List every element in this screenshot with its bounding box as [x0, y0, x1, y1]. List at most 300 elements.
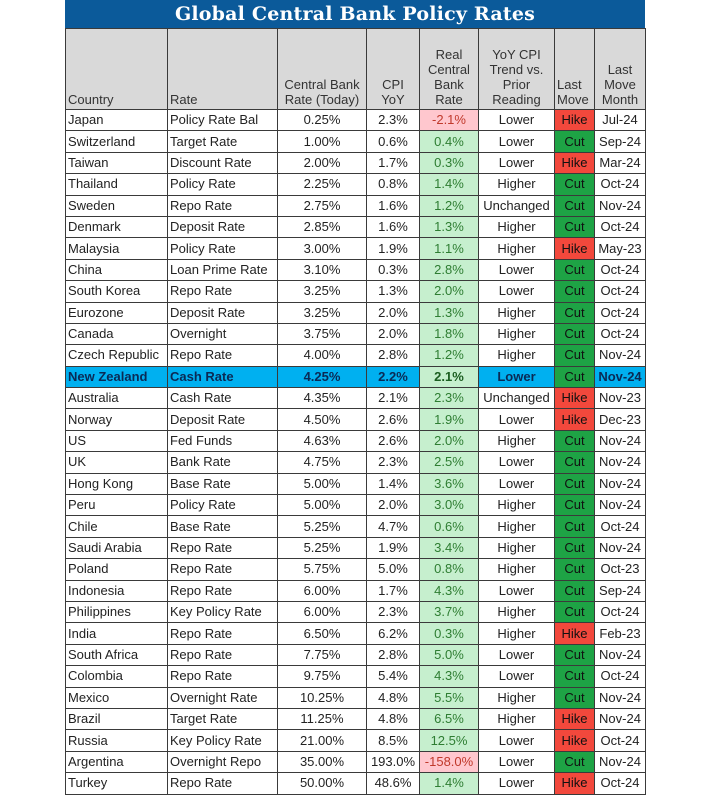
cell-real-rate[interactable]: -158.0%	[420, 751, 479, 772]
cell-last-move[interactable]: Cut	[555, 259, 595, 280]
cell-rate-name[interactable]: Repo Rate	[168, 345, 278, 366]
cell-last-move[interactable]: Cut	[555, 195, 595, 216]
cell-cpi-trend[interactable]: Higher	[479, 687, 555, 708]
cell-real-rate[interactable]: 4.3%	[420, 666, 479, 687]
cell-cpi-trend[interactable]: Unchanged	[479, 388, 555, 409]
header-real-rate[interactable]	[420, 29, 479, 110]
cell-cpi-trend[interactable]: Higher	[479, 537, 555, 558]
cell-cpi-trend[interactable]: Higher	[479, 302, 555, 323]
cell-country[interactable]: Malaysia	[66, 238, 168, 259]
cell-cpi-yoy[interactable]: 2.6%	[367, 409, 420, 430]
cell-country[interactable]: India	[66, 623, 168, 644]
cell-last-move-month[interactable]: Oct-24	[595, 773, 646, 794]
cell-cpi-trend[interactable]: Lower	[479, 751, 555, 772]
cell-real-rate[interactable]: -2.1%	[420, 110, 479, 131]
cell-country[interactable]: Russia	[66, 730, 168, 751]
cell-last-move[interactable]: Cut	[555, 302, 595, 323]
cell-country[interactable]: China	[66, 259, 168, 280]
cell-last-move-month[interactable]: Nov-24	[595, 452, 646, 473]
cell-country[interactable]: New Zealand	[66, 366, 168, 387]
cell-country[interactable]: Philippines	[66, 601, 168, 622]
cell-last-move[interactable]: Cut	[555, 216, 595, 237]
cell-cpi-trend[interactable]: Lower	[479, 110, 555, 131]
cell-real-rate[interactable]: 3.7%	[420, 601, 479, 622]
cell-last-move[interactable]: Hike	[555, 773, 595, 794]
cell-cb-rate[interactable]: 9.75%	[278, 666, 367, 687]
cell-cb-rate[interactable]: 4.00%	[278, 345, 367, 366]
cell-last-move[interactable]: Hike	[555, 110, 595, 131]
cell-last-move[interactable]: Cut	[555, 323, 595, 344]
cell-last-move-month[interactable]: Nov-24	[595, 687, 646, 708]
cell-last-move-month[interactable]: Nov-24	[595, 495, 646, 516]
cell-country[interactable]: US	[66, 430, 168, 451]
cell-cpi-trend[interactable]: Lower	[479, 666, 555, 687]
cell-cpi-trend[interactable]: Lower	[479, 773, 555, 794]
cell-rate-name[interactable]: Policy Rate	[168, 495, 278, 516]
cell-last-move[interactable]: Cut	[555, 537, 595, 558]
cell-rate-name[interactable]: Discount Rate	[168, 152, 278, 173]
cell-country[interactable]: Australia	[66, 388, 168, 409]
table-row[interactable]	[66, 323, 646, 344]
cell-real-rate[interactable]: 2.1%	[420, 366, 479, 387]
cell-real-rate[interactable]: 1.2%	[420, 195, 479, 216]
cell-rate-name[interactable]: Cash Rate	[168, 388, 278, 409]
cell-cb-rate[interactable]: 1.00%	[278, 131, 367, 152]
cell-country[interactable]: Switzerland	[66, 131, 168, 152]
cell-cpi-yoy[interactable]: 1.7%	[367, 152, 420, 173]
cell-cpi-yoy[interactable]: 4.7%	[367, 516, 420, 537]
cell-last-move[interactable]: Cut	[555, 430, 595, 451]
cell-rate-name[interactable]: Repo Rate	[168, 666, 278, 687]
table-row[interactable]	[66, 730, 646, 751]
cell-cpi-yoy[interactable]: 1.9%	[367, 238, 420, 259]
cell-rate-name[interactable]: Overnight Repo	[168, 751, 278, 772]
table-row[interactable]	[66, 601, 646, 622]
cell-cpi-yoy[interactable]: 2.0%	[367, 302, 420, 323]
cell-rate-name[interactable]: Target Rate	[168, 131, 278, 152]
cell-cb-rate[interactable]: 6.50%	[278, 623, 367, 644]
header-last-move-month[interactable]	[595, 29, 646, 110]
spreadsheet	[65, 0, 645, 795]
cell-real-rate[interactable]: 3.4%	[420, 537, 479, 558]
cell-cb-rate[interactable]: 4.75%	[278, 452, 367, 473]
cell-rate-name[interactable]: Cash Rate	[168, 366, 278, 387]
cell-real-rate[interactable]: 3.6%	[420, 473, 479, 494]
cell-cb-rate[interactable]: 3.25%	[278, 281, 367, 302]
table-row[interactable]	[66, 216, 646, 237]
cell-last-move-month[interactable]: Oct-24	[595, 730, 646, 751]
cell-cpi-trend[interactable]: Higher	[479, 238, 555, 259]
cell-last-move[interactable]: Cut	[555, 751, 595, 772]
cell-cpi-trend[interactable]: Higher	[479, 623, 555, 644]
cell-rate-name[interactable]: Base Rate	[168, 473, 278, 494]
cell-cb-rate[interactable]: 3.25%	[278, 302, 367, 323]
header-country[interactable]: Country	[66, 29, 168, 110]
cell-cb-rate[interactable]: 5.00%	[278, 473, 367, 494]
cell-last-move[interactable]: Hike	[555, 409, 595, 430]
cell-real-rate[interactable]: 0.3%	[420, 623, 479, 644]
cell-cb-rate[interactable]: 3.75%	[278, 323, 367, 344]
cell-cpi-trend[interactable]: Higher	[479, 559, 555, 580]
cell-cpi-yoy[interactable]: 6.2%	[367, 623, 420, 644]
cell-country[interactable]: Sweden	[66, 195, 168, 216]
cell-real-rate[interactable]: 6.5%	[420, 708, 479, 729]
cell-last-move-month[interactable]: Nov-24	[595, 195, 646, 216]
cell-cpi-yoy[interactable]: 0.6%	[367, 131, 420, 152]
header-cpi[interactable]	[367, 29, 420, 110]
cell-country[interactable]: Canada	[66, 323, 168, 344]
cell-real-rate[interactable]: 1.3%	[420, 302, 479, 323]
cell-rate-name[interactable]: Policy Rate Bal	[168, 110, 278, 131]
cell-last-move[interactable]: Cut	[555, 131, 595, 152]
cell-last-move-month[interactable]: Nov-24	[595, 708, 646, 729]
cell-real-rate[interactable]: 1.3%	[420, 216, 479, 237]
cell-last-move[interactable]: Hike	[555, 623, 595, 644]
cell-last-move-month[interactable]: Feb-23	[595, 623, 646, 644]
table-row[interactable]	[66, 388, 646, 409]
cell-country[interactable]: Colombia	[66, 666, 168, 687]
cell-cpi-yoy[interactable]: 2.8%	[367, 644, 420, 665]
cell-last-move[interactable]: Cut	[555, 281, 595, 302]
header-cb-rate[interactable]	[278, 29, 367, 110]
table-row[interactable]	[66, 473, 646, 494]
cell-cb-rate[interactable]: 4.25%	[278, 366, 367, 387]
cell-last-move-month[interactable]: Nov-24	[595, 751, 646, 772]
cell-country[interactable]: South Korea	[66, 281, 168, 302]
table-row[interactable]	[66, 430, 646, 451]
cell-rate-name[interactable]: Repo Rate	[168, 644, 278, 665]
cell-rate-name[interactable]: Overnight	[168, 323, 278, 344]
table-row[interactable]	[66, 623, 646, 644]
cell-cpi-yoy[interactable]: 0.8%	[367, 174, 420, 195]
cell-cb-rate[interactable]: 10.25%	[278, 687, 367, 708]
cell-last-move-month[interactable]: Dec-23	[595, 409, 646, 430]
cell-rate-name[interactable]: Repo Rate	[168, 773, 278, 794]
cell-rate-name[interactable]: Loan Prime Rate	[168, 259, 278, 280]
cell-rate-name[interactable]: Fed Funds	[168, 430, 278, 451]
cell-cpi-trend[interactable]: Lower	[479, 259, 555, 280]
cell-cb-rate[interactable]: 3.00%	[278, 238, 367, 259]
table-row[interactable]	[66, 409, 646, 430]
table-row[interactable]	[66, 366, 646, 387]
cell-real-rate[interactable]: 0.3%	[420, 152, 479, 173]
cell-last-move[interactable]: Cut	[555, 516, 595, 537]
cell-last-move-month[interactable]: Mar-24	[595, 152, 646, 173]
cell-cpi-yoy[interactable]: 2.3%	[367, 110, 420, 131]
cell-cb-rate[interactable]: 35.00%	[278, 751, 367, 772]
cell-real-rate[interactable]: 2.0%	[420, 430, 479, 451]
cell-rate-name[interactable]: Deposit Rate	[168, 216, 278, 237]
cell-country[interactable]: Hong Kong	[66, 473, 168, 494]
cell-cb-rate[interactable]: 7.75%	[278, 644, 367, 665]
cell-rate-name[interactable]: Policy Rate	[168, 238, 278, 259]
cell-cpi-yoy[interactable]: 2.6%	[367, 430, 420, 451]
cell-cb-rate[interactable]: 2.00%	[278, 152, 367, 173]
cell-cpi-trend[interactable]: Higher	[479, 601, 555, 622]
cell-cb-rate[interactable]: 11.25%	[278, 708, 367, 729]
cell-cpi-yoy[interactable]: 4.8%	[367, 687, 420, 708]
cell-real-rate[interactable]: 2.8%	[420, 259, 479, 280]
cell-last-move-month[interactable]: Sep-24	[595, 131, 646, 152]
cell-real-rate[interactable]: 1.9%	[420, 409, 479, 430]
table-row[interactable]	[66, 345, 646, 366]
cell-last-move-month[interactable]: Nov-24	[595, 345, 646, 366]
cell-cpi-yoy[interactable]: 5.0%	[367, 559, 420, 580]
cell-last-move[interactable]: Cut	[555, 666, 595, 687]
cell-last-move[interactable]: Hike	[555, 730, 595, 751]
table-row[interactable]	[66, 131, 646, 152]
table-row[interactable]	[66, 281, 646, 302]
cell-country[interactable]: South Africa	[66, 644, 168, 665]
cell-country[interactable]: Eurozone	[66, 302, 168, 323]
cell-cpi-trend[interactable]: Lower	[479, 644, 555, 665]
table-row[interactable]	[66, 580, 646, 601]
cell-cpi-trend[interactable]: Lower	[479, 281, 555, 302]
cell-cpi-yoy[interactable]: 1.7%	[367, 580, 420, 601]
cell-real-rate[interactable]: 5.5%	[420, 687, 479, 708]
cell-country[interactable]: UK	[66, 452, 168, 473]
cell-cpi-yoy[interactable]: 48.6%	[367, 773, 420, 794]
cell-cpi-yoy[interactable]: 1.3%	[367, 281, 420, 302]
table-row[interactable]	[66, 666, 646, 687]
cell-last-move-month[interactable]: Oct-24	[595, 666, 646, 687]
cell-cpi-yoy[interactable]: 2.2%	[367, 366, 420, 387]
cell-cb-rate[interactable]: 2.85%	[278, 216, 367, 237]
cell-last-move[interactable]: Hike	[555, 238, 595, 259]
cell-cb-rate[interactable]: 4.63%	[278, 430, 367, 451]
cell-last-move-month[interactable]: Nov-24	[595, 473, 646, 494]
cell-real-rate[interactable]: 1.2%	[420, 345, 479, 366]
cell-cb-rate[interactable]: 50.00%	[278, 773, 367, 794]
cell-real-rate[interactable]: 12.5%	[420, 730, 479, 751]
cell-country[interactable]: Chile	[66, 516, 168, 537]
cell-cb-rate[interactable]: 5.25%	[278, 516, 367, 537]
cell-cpi-trend[interactable]: Higher	[479, 430, 555, 451]
cell-country[interactable]: Japan	[66, 110, 168, 131]
cell-last-move[interactable]: Cut	[555, 687, 595, 708]
cell-cpi-yoy[interactable]: 2.8%	[367, 345, 420, 366]
cell-rate-name[interactable]: Repo Rate	[168, 537, 278, 558]
cell-country[interactable]: Argentina	[66, 751, 168, 772]
cell-cpi-yoy[interactable]: 1.6%	[367, 195, 420, 216]
cell-cpi-trend[interactable]: Lower	[479, 131, 555, 152]
cell-last-move[interactable]: Cut	[555, 601, 595, 622]
cell-cpi-trend[interactable]: Higher	[479, 345, 555, 366]
cell-last-move-month[interactable]: Oct-24	[595, 259, 646, 280]
cell-rate-name[interactable]: Policy Rate	[168, 174, 278, 195]
cell-last-move[interactable]: Hike	[555, 152, 595, 173]
cell-real-rate[interactable]: 0.4%	[420, 131, 479, 152]
cell-real-rate[interactable]: 4.3%	[420, 580, 479, 601]
cell-real-rate[interactable]: 1.4%	[420, 773, 479, 794]
cell-cpi-trend[interactable]: Higher	[479, 495, 555, 516]
cell-cb-rate[interactable]: 0.25%	[278, 110, 367, 131]
table-row[interactable]	[66, 773, 646, 794]
cell-last-move[interactable]: Cut	[555, 495, 595, 516]
cell-real-rate[interactable]: 5.0%	[420, 644, 479, 665]
cell-last-move-month[interactable]: Oct-24	[595, 323, 646, 344]
cell-last-move-month[interactable]: May-23	[595, 238, 646, 259]
cell-cpi-yoy[interactable]: 2.0%	[367, 495, 420, 516]
cell-cb-rate[interactable]: 3.10%	[278, 259, 367, 280]
cell-last-move[interactable]: Hike	[555, 708, 595, 729]
cell-rate-name[interactable]: Overnight Rate	[168, 687, 278, 708]
cell-rate-name[interactable]: Deposit Rate	[168, 302, 278, 323]
cell-real-rate[interactable]: 2.5%	[420, 452, 479, 473]
cell-cb-rate[interactable]: 5.00%	[278, 495, 367, 516]
cell-last-move[interactable]: Cut	[555, 366, 595, 387]
cell-country[interactable]: Thailand	[66, 174, 168, 195]
cell-country[interactable]: Indonesia	[66, 580, 168, 601]
cell-country[interactable]: Poland	[66, 559, 168, 580]
cell-rate-name[interactable]: Bank Rate	[168, 452, 278, 473]
table-row[interactable]	[66, 195, 646, 216]
cell-cpi-trend[interactable]: Higher	[479, 174, 555, 195]
header-cpi-trend[interactable]	[479, 29, 555, 110]
cell-real-rate[interactable]: 0.8%	[420, 559, 479, 580]
header-trend-line: Prior	[502, 77, 531, 92]
cell-last-move-month[interactable]: Oct-24	[595, 174, 646, 195]
cell-country[interactable]: Mexico	[66, 687, 168, 708]
table-row[interactable]	[66, 238, 646, 259]
cell-cpi-trend[interactable]: Unchanged	[479, 195, 555, 216]
cell-cpi-yoy[interactable]: 2.0%	[367, 323, 420, 344]
cell-last-move[interactable]: Cut	[555, 580, 595, 601]
cell-cb-rate[interactable]: 2.25%	[278, 174, 367, 195]
cell-cpi-yoy[interactable]: 1.4%	[367, 473, 420, 494]
cell-country[interactable]: Taiwan	[66, 152, 168, 173]
table-row[interactable]	[66, 174, 646, 195]
cell-last-move-month[interactable]: Oct-24	[595, 216, 646, 237]
cell-country[interactable]: Turkey	[66, 773, 168, 794]
cell-rate-name[interactable]: Key Policy Rate	[168, 730, 278, 751]
cell-real-rate[interactable]: 2.0%	[420, 281, 479, 302]
cell-cpi-trend[interactable]: Higher	[479, 323, 555, 344]
cell-last-move[interactable]: Cut	[555, 559, 595, 580]
cell-last-move[interactable]: Cut	[555, 644, 595, 665]
cell-last-move-month[interactable]: Oct-24	[595, 302, 646, 323]
table-row[interactable]	[66, 708, 646, 729]
cell-last-move-month[interactable]: Oct-24	[595, 281, 646, 302]
cell-cpi-trend[interactable]: Higher	[479, 216, 555, 237]
cell-cpi-yoy[interactable]: 1.6%	[367, 216, 420, 237]
cell-last-move[interactable]: Cut	[555, 345, 595, 366]
cell-cpi-trend[interactable]: Lower	[479, 366, 555, 387]
cell-rate-name[interactable]: Deposit Rate	[168, 409, 278, 430]
table-row[interactable]	[66, 516, 646, 537]
cell-country[interactable]: Norway	[66, 409, 168, 430]
cell-cb-rate[interactable]: 4.35%	[278, 388, 367, 409]
cell-rate-name[interactable]: Repo Rate	[168, 623, 278, 644]
cell-cpi-trend[interactable]: Lower	[479, 152, 555, 173]
cell-rate-name[interactable]: Repo Rate	[168, 195, 278, 216]
cell-cb-rate[interactable]: 2.75%	[278, 195, 367, 216]
table-row[interactable]	[66, 687, 646, 708]
cell-last-move-month[interactable]: Oct-24	[595, 601, 646, 622]
table-row[interactable]	[66, 751, 646, 772]
table-title: Global Central Bank Policy Rates	[65, 0, 645, 28]
cell-cb-rate[interactable]: 4.50%	[278, 409, 367, 430]
cell-rate-name[interactable]: Repo Rate	[168, 281, 278, 302]
cell-real-rate[interactable]: 3.0%	[420, 495, 479, 516]
cell-cpi-yoy[interactable]: 2.3%	[367, 601, 420, 622]
cell-cb-rate[interactable]: 5.75%	[278, 559, 367, 580]
cell-cpi-trend[interactable]: Lower	[479, 580, 555, 601]
cell-last-move[interactable]: Cut	[555, 174, 595, 195]
cell-last-move-month[interactable]: Nov-24	[595, 537, 646, 558]
table-row[interactable]	[66, 452, 646, 473]
cell-cpi-yoy[interactable]: 8.5%	[367, 730, 420, 751]
cell-last-move[interactable]: Cut	[555, 473, 595, 494]
cell-rate-name[interactable]: Target Rate	[168, 708, 278, 729]
cell-last-move-month[interactable]: Sep-24	[595, 580, 646, 601]
cell-rate-name[interactable]: Repo Rate	[168, 559, 278, 580]
cell-cpi-yoy[interactable]: 2.3%	[367, 452, 420, 473]
cell-country[interactable]: Peru	[66, 495, 168, 516]
cell-country[interactable]: Czech Republic	[66, 345, 168, 366]
cell-last-move-month[interactable]: Oct-23	[595, 559, 646, 580]
cell-real-rate[interactable]: 1.4%	[420, 174, 479, 195]
table-row[interactable]	[66, 302, 646, 323]
table-row[interactable]	[66, 152, 646, 173]
cell-real-rate[interactable]: 1.1%	[420, 238, 479, 259]
cell-country[interactable]: Saudi Arabia	[66, 537, 168, 558]
cell-real-rate[interactable]: 2.3%	[420, 388, 479, 409]
cell-last-move-month[interactable]: Nov-23	[595, 388, 646, 409]
cell-rate-name[interactable]: Repo Rate	[168, 580, 278, 601]
cell-real-rate[interactable]: 1.8%	[420, 323, 479, 344]
cell-last-move-month[interactable]: Nov-24	[595, 430, 646, 451]
cell-country[interactable]: Denmark	[66, 216, 168, 237]
table-row[interactable]	[66, 110, 646, 131]
cell-cpi-trend[interactable]: Lower	[479, 730, 555, 751]
cell-cpi-trend[interactable]: Higher	[479, 708, 555, 729]
cell-last-move-month[interactable]: Nov-24	[595, 644, 646, 665]
cell-country[interactable]: Brazil	[66, 708, 168, 729]
cell-rate-name[interactable]: Base Rate	[168, 516, 278, 537]
cell-cpi-trend[interactable]: Higher	[479, 516, 555, 537]
header-move-line: Last	[557, 77, 582, 92]
cell-last-move-month[interactable]: Oct-24	[595, 516, 646, 537]
cell-real-rate[interactable]: 0.6%	[420, 516, 479, 537]
cell-rate-name[interactable]: Key Policy Rate	[168, 601, 278, 622]
cell-last-move[interactable]: Hike	[555, 388, 595, 409]
table-row[interactable]	[66, 495, 646, 516]
table-row[interactable]	[66, 559, 646, 580]
cell-cpi-yoy[interactable]: 1.9%	[367, 537, 420, 558]
cell-cpi-yoy[interactable]: 0.3%	[367, 259, 420, 280]
cell-cpi-yoy[interactable]: 5.4%	[367, 666, 420, 687]
cell-cpi-trend[interactable]: Lower	[479, 452, 555, 473]
cell-cpi-yoy[interactable]: 2.1%	[367, 388, 420, 409]
header-rate[interactable]: Rate	[168, 29, 278, 110]
cell-cb-rate[interactable]: 6.00%	[278, 580, 367, 601]
cell-cpi-trend[interactable]: Lower	[479, 409, 555, 430]
table-row[interactable]	[66, 259, 646, 280]
table-row[interactable]	[66, 537, 646, 558]
table-row[interactable]	[66, 644, 646, 665]
header-last-move[interactable]	[555, 29, 595, 110]
cell-cb-rate[interactable]: 5.25%	[278, 537, 367, 558]
cell-cpi-trend[interactable]: Lower	[479, 473, 555, 494]
cell-last-move-month[interactable]: Jul-24	[595, 110, 646, 131]
cell-cpi-yoy[interactable]: 193.0%	[367, 751, 420, 772]
cell-cb-rate[interactable]: 6.00%	[278, 601, 367, 622]
cell-cpi-yoy[interactable]: 4.8%	[367, 708, 420, 729]
cell-last-move[interactable]: Cut	[555, 452, 595, 473]
cell-cb-rate[interactable]: 21.00%	[278, 730, 367, 751]
cell-last-move-month[interactable]: Nov-24	[595, 366, 646, 387]
